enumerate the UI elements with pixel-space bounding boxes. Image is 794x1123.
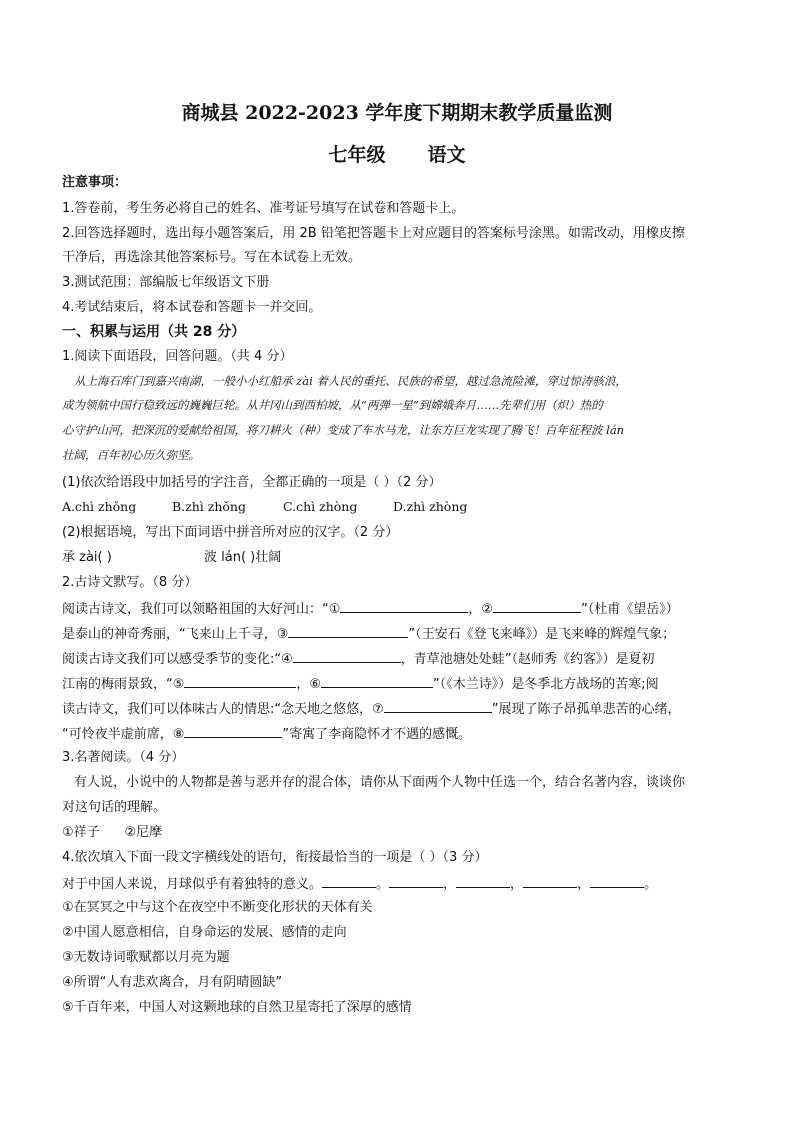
q4-sentence: ③无数诗词歌赋都以月亮为题 xyxy=(62,950,230,965)
answer-blank[interactable] xyxy=(322,876,376,888)
option-d: D.zhì zhòng xyxy=(393,499,468,514)
notice-item: 1.答卷前，考生务必将自己的姓名、准考证号填写在试卷和答题卡上。 xyxy=(62,201,465,216)
answer-blank[interactable] xyxy=(340,601,468,613)
notice-item: 干净后，再选涂其他答案标号。写在本试卷上无效。 xyxy=(62,250,362,265)
q4-stem: 4.依次填入下面一段文字横线处的语句，衔接最恰当的一项是（ ）（3 分） xyxy=(62,850,488,865)
q1-passage-line: 壮阔，百年初心历久弥坚。 xyxy=(62,448,200,462)
q1-passage-line: 心守护山河，把深沉的爱献给祖国，将刀耕火（种）变成了车水马龙，让东方巨龙实现了腾飞！百年征程波 lán xyxy=(62,423,625,437)
q2-line: 读古诗文，我们可以体味古人的情思:“念天地之悠悠，⑦ ”展现了陈子昂孤单悲苦的心绪， xyxy=(62,702,681,717)
answer-blank[interactable] xyxy=(321,676,433,688)
answer-blank[interactable] xyxy=(384,701,492,713)
q3-body: 有人说，小说中的人物都是善与恶并存的混合体，请你从下面两个人物中任选一个，结合名著内容，谈谈你 xyxy=(74,775,686,790)
answer-blank[interactable] xyxy=(288,626,408,638)
answer-blank[interactable] xyxy=(590,876,644,888)
notice-item: 3.测试范围：部编版七年级语文下册 xyxy=(62,275,270,290)
q3-stem: 3.名著阅读。（4 分） xyxy=(62,750,185,765)
q1-sub1: (1)依次给语段中加括号的字注音，全都正确的一项是（ ）（2 分） xyxy=(62,475,442,490)
word-lan: 波 lán( )壮阔 xyxy=(204,550,282,565)
q3-choices: ①祥子 ②尼摩 xyxy=(62,825,163,840)
word-zai: 承 zài( ) xyxy=(62,550,112,565)
q4-lead: 对于中国人来说，月球似乎有着独特的意义。 。 ， ， ， 。 xyxy=(62,877,658,892)
answer-blank[interactable] xyxy=(184,676,296,688)
grade-subject xyxy=(0,140,794,167)
answer-blank[interactable] xyxy=(389,876,443,888)
notice-item: 4.考试结束后，将本试卷和答题卡一并交回。 xyxy=(62,300,322,315)
q4-sentence: ④所谓“人有悲欢离合，月有阴晴圆缺” xyxy=(62,975,283,990)
subject-label: 语文 xyxy=(427,144,466,166)
q1-passage-line: 从上海石库门到嘉兴南湖，一般小小红船承 zài 着人民的重托、民族的希望，越过急流险滩，穿过惊涛骇浪， xyxy=(74,374,627,388)
page-title: 商城县 2022-2023 学年度下期期末教学质量监测 xyxy=(181,102,613,124)
q4-sentence: ⑤千百年来，中国人对这颗地球的自然卫星寄托了深厚的感情 xyxy=(62,1000,412,1015)
notice-item: 2.回答选择题时，选出每小题答案后，用 2B 铅笔把答题卡上对应题目的答案标号涂黑。如需改动，用橡皮擦 xyxy=(62,226,685,241)
answer-blank[interactable] xyxy=(293,651,401,663)
q4-sentence: ②中国人愿意相信，自身命运的发展、感情的走向 xyxy=(62,925,347,940)
q2-line: 江南的梅雨景致，“⑤ ，⑥ ”（《木兰诗》）是冬季北方战场的苦寒;阅 xyxy=(62,677,659,692)
answer-blank[interactable] xyxy=(456,876,510,888)
q2-line: “可怜夜半虚前席，⑧ ”寄寓了李商隐怀才不遇的感慨。 xyxy=(62,727,472,742)
q2-line: 是泰山的神奇秀丽，“飞来山上千寻，③ ”（王安石《登飞来峰》）是飞来峰的辉煌气象； xyxy=(62,627,676,642)
option-c: C.chì zhòng xyxy=(283,499,358,514)
answer-blank[interactable] xyxy=(184,726,282,738)
option-a: A.chì zhǒng xyxy=(62,499,137,514)
q2-stem: 2.古诗文默写。（8 分） xyxy=(62,575,198,590)
section-heading: 一、积累与运用（共 28 分） xyxy=(62,324,246,340)
q1-sub2: (2)根据语境，写出下面词语中拼音所对应的汉字。（2 分） xyxy=(62,525,399,540)
q1-passage-line: 成为领航中国行稳致远的巍巍巨轮。从井冈山到西柏坡，从“两弹一星”到嫦娥奔月……先辈们用（炽）热的 xyxy=(62,398,603,412)
option-b: B.zhì zhǒng xyxy=(172,499,246,514)
answer-blank[interactable] xyxy=(523,876,577,888)
q1-stem: 1.阅读下面语段，回答问题。（共 4 分） xyxy=(62,349,293,364)
q2-line: 阅读古诗文我们可以感受季节的变化:“④ ，青草池塘处处蛙”（赵师秀《约客》）是夏初 xyxy=(62,652,655,667)
q3-body: 对这句话的理解。 xyxy=(62,800,167,815)
notice-heading: 注意事项： xyxy=(62,175,128,190)
q4-sentence: ①在冥冥之中与这个在夜空中不断变化形状的天体有关 xyxy=(62,900,373,915)
q2-line: 阅读古诗文，我们可以领略祖国的大好河山：“① ，② ”（杜甫《望岳》） xyxy=(62,602,679,617)
grade-label: 七年级 xyxy=(328,144,386,166)
answer-blank[interactable] xyxy=(493,601,581,613)
